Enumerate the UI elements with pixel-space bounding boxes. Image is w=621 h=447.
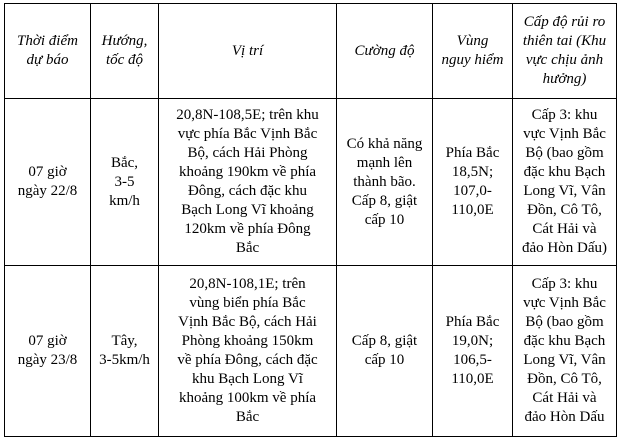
header-risk-level [513, 4, 617, 99]
header-text-line: hưởng) [542, 71, 587, 87]
cell-text-line: Phía Bắc [445, 314, 500, 330]
table-row [5, 266, 617, 437]
cell-text-line: Cát Hải và [532, 221, 597, 237]
cell-position [159, 99, 337, 266]
cell-text-line: Long Vĩ, Vân [523, 183, 606, 199]
cell-text-line: 20,8N-108,5E; trên khu [176, 107, 319, 123]
cell-direction [91, 99, 159, 266]
header-direction-speed [91, 4, 159, 99]
header-danger-zone [433, 4, 513, 99]
cell-text-line: khu Bạch Long Vĩ [192, 371, 303, 387]
cell-intensity [337, 99, 433, 266]
cell-risk-level [513, 99, 617, 266]
header-intensity [337, 4, 433, 99]
cell-text-line: 110,0E [451, 202, 494, 218]
header-text-line: tốc độ [105, 52, 144, 68]
table-row [5, 99, 617, 266]
cell-text-line: Tây, [111, 333, 138, 349]
cell-text-line: Cấp 8, giật [351, 333, 418, 349]
cell-text-line: Bộ, cách Hải Phòng [187, 145, 308, 161]
cell-text-line: ngày 23/8 [17, 352, 78, 368]
cell-text-line: 3-5 [114, 173, 135, 190]
cell-text-line: khoảng 100km về phía [178, 390, 317, 406]
cell-text-line: Đồn, Cô Tô, [527, 202, 602, 218]
header-position [159, 4, 337, 99]
cell-risk-level [513, 266, 617, 437]
header-text-line: nguy hiểm [441, 52, 504, 68]
cell-text-line: vực phía Bắc Vịnh Bắc [177, 126, 318, 142]
cell-text-line: Bắc [235, 409, 260, 425]
cell-text-line: cấp 10 [364, 352, 405, 368]
header-text-line: thiên tai (Khu [522, 33, 607, 49]
cell-text-line: thành bão. [353, 173, 416, 190]
cell-text-line: 19,0N; [451, 333, 494, 349]
forecast-table [4, 3, 617, 437]
cell-text-line: 110,0E [451, 371, 494, 387]
cell-text-line: về phía Đông, cách đặc [177, 352, 318, 368]
cell-text-line: Đồn, Cô Tô, [527, 371, 602, 387]
cell-text-line: Bạch Long Vĩ khoảng [181, 202, 314, 218]
cell-direction [91, 266, 159, 437]
cell-text-line: mạnh lên [356, 154, 413, 171]
header-text-line: Cường độ [354, 42, 415, 59]
cell-text-line: 3-5km/h [99, 352, 150, 368]
header-text-line: Vị trí [231, 42, 264, 59]
cell-text-line: Bộ (bao gồm [525, 314, 604, 330]
cell-text-line: Phòng khoảng 150km [181, 333, 314, 349]
cell-text-line: Cấp 3: khu [531, 107, 598, 123]
header-text-line: vực chịu ảnh [525, 52, 604, 68]
cell-text-line: Vịnh Bắc Bộ, cách Hải [178, 314, 317, 330]
cell-text-line: Cát Hải và [532, 390, 597, 406]
cell-text-line: Có khả năng [346, 135, 423, 152]
cell-time [5, 99, 91, 266]
header-text-line: Cấp độ rủi ro [523, 14, 606, 30]
cell-text-line: vực Vịnh Bắc [523, 295, 606, 311]
cell-intensity [337, 266, 433, 437]
header-text-line: Thời điểm [17, 33, 78, 49]
header-text-line: Vùng [456, 33, 489, 49]
cell-danger-zone [433, 266, 513, 437]
cell-text-line: vực Vịnh Bắc [523, 126, 606, 142]
cell-text-line: 107,0- [453, 183, 492, 199]
cell-text-line: Phía Bắc [445, 145, 500, 161]
cell-text-line: Bắc, [110, 154, 139, 171]
cell-text-line: Long Vĩ, Vân [523, 352, 606, 368]
cell-text-line: Cấp 3: khu [531, 276, 598, 292]
table-header-row [5, 4, 617, 99]
cell-time [5, 266, 91, 437]
cell-danger-zone [433, 99, 513, 266]
cell-text-line: Cấp 8, giật [351, 192, 418, 209]
cell-text-line: 120km về phía Đông [184, 221, 311, 237]
cell-text-line: 106,5- [453, 352, 492, 368]
cell-text-line: 07 giờ [28, 164, 67, 180]
cell-text-line: ngày 22/8 [17, 183, 78, 199]
cell-text-line: Bộ (bao gồm [525, 145, 604, 161]
cell-text-line: đảo Hòn Dấu [524, 409, 605, 425]
header-text-line: Hướng, [101, 33, 148, 49]
cell-text-line: đảo Hòn Dấu) [522, 240, 607, 256]
header-forecast-time [5, 4, 91, 99]
cell-text-line: Bắc [235, 240, 260, 256]
cell-text-line: Đông, cách đặc khu [187, 183, 308, 199]
header-text-line: dự báo [26, 52, 69, 68]
cell-position [159, 266, 337, 437]
cell-text-line: đặc khu Bạch [523, 164, 606, 180]
cell-text-line: 07 giờ [28, 333, 67, 349]
cell-text-line: 20,8N-108,1E; trên [189, 276, 306, 292]
cell-text-line: vùng biển phía Bắc [189, 295, 306, 311]
cell-text-line: cấp 10 [364, 211, 405, 228]
cell-text-line: khoảng 190km về phía [178, 164, 317, 180]
cell-text-line: 18,5N; [451, 164, 494, 180]
cell-text-line: km/h [109, 192, 140, 209]
cell-text-line: đặc khu Bạch [523, 333, 606, 349]
